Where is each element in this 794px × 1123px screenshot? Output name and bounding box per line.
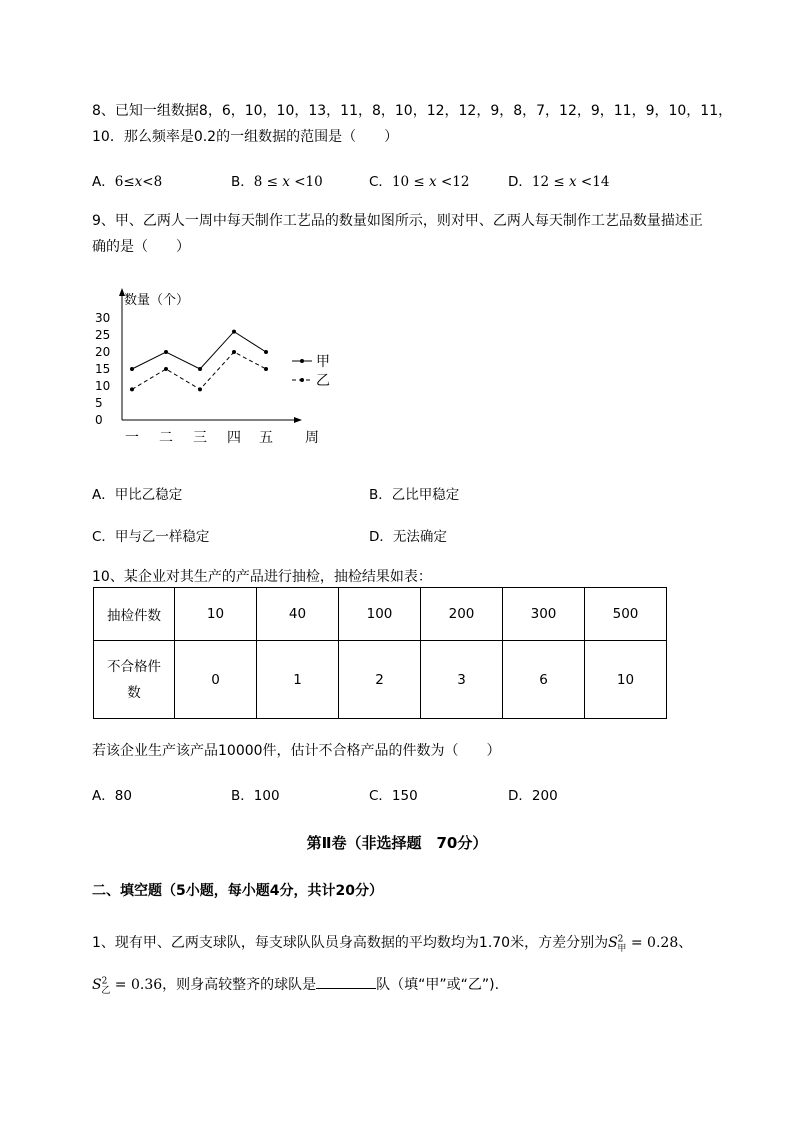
table-cell: 100 — [339, 588, 421, 641]
data-point — [198, 367, 202, 371]
table-cell: 10 — [175, 588, 257, 641]
q10-option-b[interactable]: B．100 — [231, 788, 280, 804]
data-point — [164, 350, 168, 354]
y-tick-label: 15 — [95, 362, 111, 376]
part-title: 二、填空题（5小题，每小题4分，共计20分） — [92, 883, 383, 899]
q9-option-c[interactable]: C．甲与乙一样稳定 — [92, 529, 210, 545]
table-cell: 300 — [503, 588, 585, 641]
y-tick-label: 20 — [95, 345, 111, 359]
q8-stem-line2: 10．那么频率是0.2的一组数据的范围是（ ） — [92, 129, 399, 145]
fill1-mid-text: ，则身高较整齐的球队是 — [162, 977, 317, 993]
fill1-line1 — [92, 932, 692, 954]
x-axis-arrow — [294, 417, 302, 423]
data-point — [232, 350, 236, 354]
legend-label: 甲 — [316, 354, 330, 370]
table-cell: 40 — [257, 588, 339, 641]
table-cell: 0 — [175, 641, 257, 719]
data-point — [264, 350, 268, 354]
y-tick-label: 0 — [95, 413, 103, 427]
table-cell: 6 — [503, 641, 585, 719]
y-tick-label: 30 — [95, 311, 111, 325]
q8-option-a[interactable]: A．6≤x<8 — [92, 174, 163, 190]
table-cell: 500 — [585, 588, 667, 641]
data-point — [130, 367, 134, 371]
variance-jia: $S^2_甲 = 0.28$ — [608, 934, 679, 954]
series-line-0 — [132, 332, 266, 369]
legend-label: 乙 — [316, 373, 330, 389]
q8-option-d[interactable]: D．12 ≤ x <14 — [508, 174, 610, 190]
q10-option-a[interactable]: A．80 — [92, 788, 132, 804]
fill1-end-text: 队（填“甲”或“乙”). — [376, 977, 500, 993]
table-header-cell — [94, 641, 175, 719]
fill1-line2 — [92, 974, 499, 996]
table-cell: 3 — [421, 641, 503, 719]
x-tick-label: 二 — [159, 430, 173, 446]
table-cell: 1 — [257, 641, 339, 719]
q9-option-d[interactable]: D．无法确定 — [369, 529, 447, 545]
q8-option-b[interactable]: B．8 ≤ x <10 — [231, 174, 323, 190]
table-header-cell: 抽检件数 — [94, 588, 175, 641]
q10-option-d[interactable]: D．200 — [508, 788, 558, 804]
legend-marker — [300, 378, 304, 382]
y-tick-label: 5 — [95, 396, 103, 410]
y-tick-label: 10 — [95, 379, 111, 393]
data-point — [198, 387, 202, 391]
table-cell: 200 — [421, 588, 503, 641]
q9-option-a[interactable]: A．甲比乙稳定 — [92, 487, 183, 503]
data-point — [232, 330, 236, 334]
q10-stem: 10、某企业对其生产的产品进行抽检，抽检结果如表： — [92, 569, 432, 585]
data-point — [264, 367, 268, 371]
y-axis-label: 数量（个） — [124, 293, 190, 308]
q9-stem-line1: 9、甲、乙两人一周中每天制作工艺品的数量如图所示，则对甲、乙两人每天制作工艺品数量描述正 — [92, 213, 703, 229]
x-axis-label: 周 — [305, 430, 319, 446]
q9-option-b[interactable]: B．乙比甲稳定 — [369, 487, 460, 503]
separator: 、 — [678, 935, 693, 951]
line-chart — [92, 280, 352, 455]
x-tick-label: 四 — [227, 430, 241, 446]
q8-stem-line1: 8、已知一组数据8，6，10，10，13，11，8，10，12，12，9，8，7，12，9，11，9，10，11， — [92, 103, 733, 119]
answer-blank[interactable] — [316, 976, 376, 989]
x-tick-label: 五 — [259, 430, 273, 446]
q10-question: 若该企业生产该产品10000件，估计不合格产品的件数为（ ） — [92, 743, 501, 759]
table-cell: 2 — [339, 641, 421, 719]
x-tick-label: 一 — [125, 430, 139, 446]
header-line: 不合格件 — [107, 658, 161, 675]
q10-option-c[interactable]: C．150 — [369, 788, 418, 804]
x-tick-label: 三 — [193, 430, 207, 446]
q10-table — [93, 587, 667, 719]
data-point — [130, 387, 134, 391]
table-row — [94, 641, 667, 719]
legend-marker — [300, 359, 304, 363]
table-row — [94, 588, 667, 641]
fill1-text: 1、现有甲、乙两支球队，每支球队队员身高数据的平均数均为1.70米，方差分别为 — [92, 935, 609, 951]
header-line: 数 — [127, 684, 141, 701]
y-tick-label: 25 — [95, 328, 111, 342]
variance-yi: $S^2_乙 = 0.36$ — [92, 976, 163, 996]
section-title: 第Ⅱ卷（非选择题 70分） — [306, 834, 488, 852]
q9-stem-line2: 确的是（ ） — [92, 239, 190, 255]
table-cell: 10 — [585, 641, 667, 719]
q8-option-c[interactable]: C．10 ≤ x <12 — [369, 174, 470, 190]
data-point — [164, 367, 168, 371]
